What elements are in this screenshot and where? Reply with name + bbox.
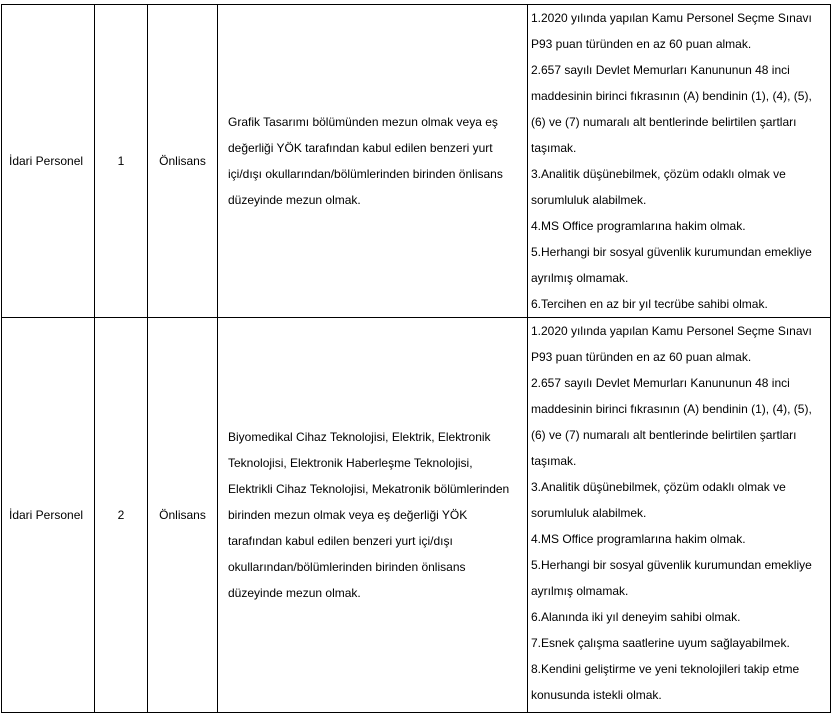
requirement-item: 7.Esnek çalışma saatlerine uyum sağlayabilmek. (531, 636, 790, 650)
requirement-item: 3.Analitik düşünebilmek, çözüm odaklı olmak ve sorumluluk alabilmek. (531, 480, 786, 520)
position-count-cell: 1 (95, 5, 148, 318)
requirements-list (531, 318, 826, 708)
position-title-cell: İdari Personel (2, 318, 95, 713)
requirement-item: 2.657 sayılı Devlet Memurları Kanununun 48 inci maddesinin birinci fıkrasının (A) bendinin (1), (4), (5), (6) ve (7) numaralı alt bentlerinde belirtilen şartları taşımak. (531, 63, 812, 155)
requirement-item: 5.Herhangi bir sosyal güvenlik kurumundan emekliye ayrılmış olmamak. (531, 245, 812, 285)
requirement-item: 1.2020 yılında yapılan Kamu Personel Seçme Sınavı P93 puan türünden en az 60 puan almak. (531, 324, 812, 364)
requirement-item: 6.Alanında iki yıl deneyim sahibi olmak. (531, 610, 741, 624)
requirement-item: 1.2020 yılında yapılan Kamu Personel Seçme Sınavı P93 puan türünden en az 60 puan almak. (531, 11, 812, 51)
education-level-cell: Önlisans (148, 5, 218, 318)
requirement-item: 8.Kendini geliştirme ve yeni teknolojileri takip etme konusunda istekli olmak. (531, 662, 800, 702)
requirements-cell (528, 5, 831, 318)
department-cell: Biyomedikal Cihaz Teknolojisi, Elektrik, Elektronik Teknolojisi, Elektronik Haberleşme Teknolojisi, Elektrikli Cihaz Teknolojisi, Mekatronik bölümlerinden birinden mezun olmak veya eş değerliği YÖK tarafından kabul edilen benzeri yurt içi/dışı okullarından/bölümlerinden birinden önlisans düzeyinde mezun olmak. (218, 318, 528, 713)
requirements-list (531, 5, 826, 317)
requirement-item: 3.Analitik düşünebilmek, çözüm odaklı olmak ve sorumluluk alabilmek. (531, 167, 786, 207)
table-row (2, 318, 831, 713)
department-cell: Grafik Tasarımı bölümünden mezun olmak veya eş değerliği YÖK tarafından kabul edilen benzeri yurt içi/dışı okullarından/bölümlerinden birinden önlisans düzeyinde mezun olmak. (218, 5, 528, 318)
requirement-item: 4.MS Office programlarına hakim olmak. (531, 219, 746, 233)
positions-table (1, 4, 831, 713)
position-count-cell: 2 (95, 318, 148, 713)
requirements-cell (528, 318, 831, 713)
requirement-item: 5.Herhangi bir sosyal güvenlik kurumundan emekliye ayrılmış olmamak. (531, 558, 812, 598)
table-row (2, 5, 831, 318)
position-title-cell: İdari Personel (2, 5, 95, 318)
education-level-cell: Önlisans (148, 318, 218, 713)
requirement-item: 6.Tercihen en az bir yıl tecrübe sahibi olmak. (531, 297, 768, 311)
requirement-item: 4.MS Office programlarına hakim olmak. (531, 532, 746, 546)
requirement-item: 2.657 sayılı Devlet Memurları Kanununun 48 inci maddesinin birinci fıkrasının (A) bendinin (1), (4), (5), (6) ve (7) numaralı alt bentlerinde belirtilen şartları taşımak. (531, 376, 812, 468)
